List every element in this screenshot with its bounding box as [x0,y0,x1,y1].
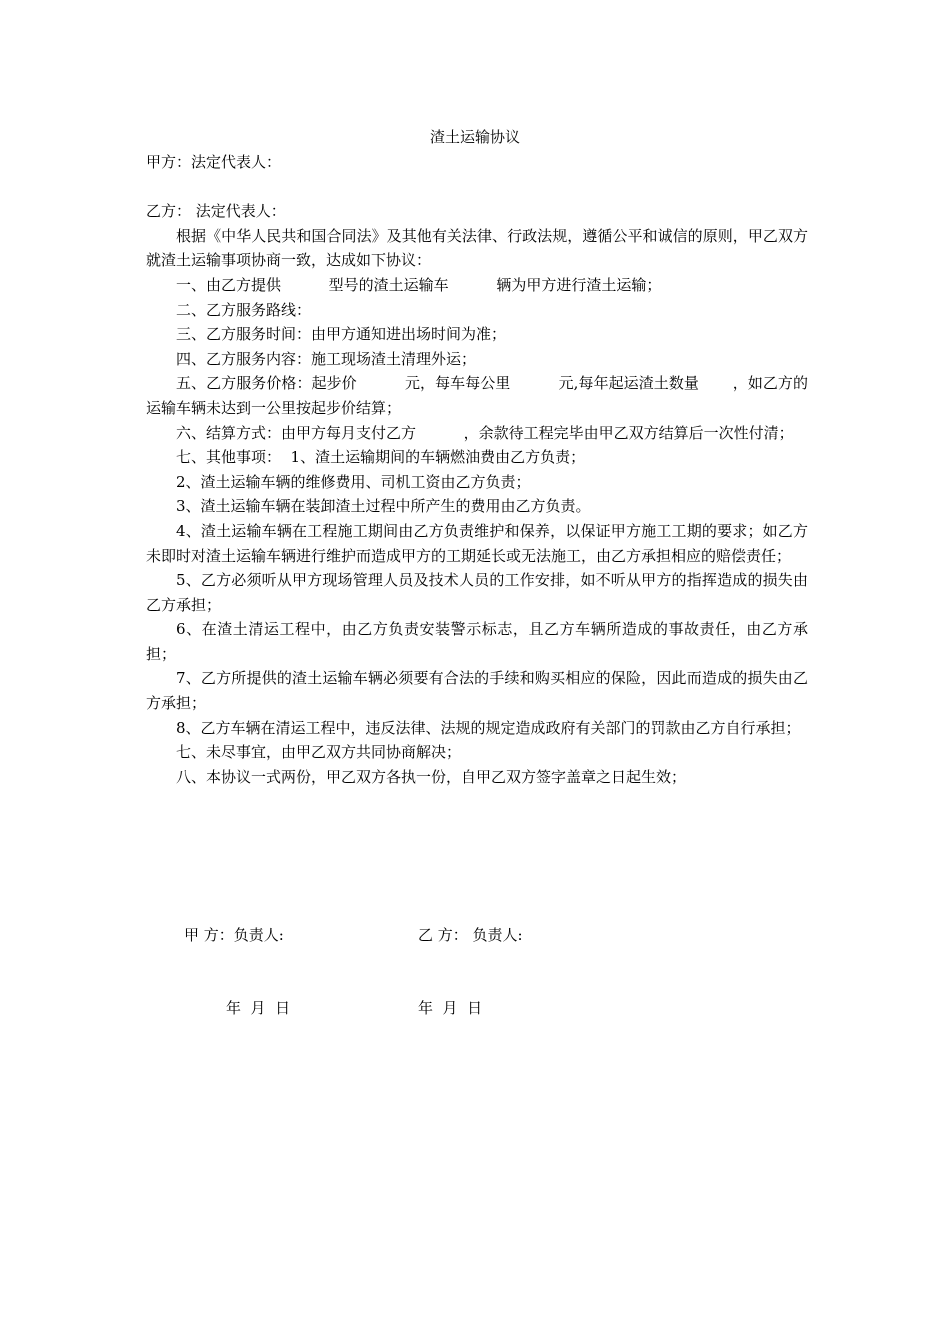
party-a-signature-label: 甲 方：负责人: [184,926,284,944]
clause-unresolved: 七、未尽事宜，由甲乙双方共同协商解决； [176,743,462,762]
clause-6: 六、结算方式：由甲方每月支付乙方 ，余款待工程完毕由甲乙双方结算后一次性付清； [176,423,794,442]
clause-3: 三、乙方服务时间：由甲方通知进出场时间为准； [176,325,507,344]
party-a-date: 年 月 日 [226,999,291,1017]
clause-copies: 八、本协议一式两份，甲乙双方各执一份，自甲乙双方签字盖章之日起生效； [176,767,687,786]
clause-7-item-3: 3、渣土运输车辆在装卸渣土过程中所产生的费用由乙方负责。 [176,497,591,516]
intro-paragraph: 根据《中华人民共和国合同法》及其他有关法律、行政法规，遵循公平和诚信的原则，甲乙双方就渣土运输事项协商一致，达成如下协议： [146,226,808,270]
clause-4: 四、乙方服务内容：施工现场渣土清理外运； [176,349,477,368]
clause-1: 一、由乙方提供 型号的渣土运输车 辆为甲方进行渣土运输； [176,275,662,294]
clause-7-item-7: 7、乙方所提供的渣土运输车辆必须要有合法的手续和购买相应的保险，因此而造成的损失由乙方承担； [146,669,808,713]
document-body [146,150,808,789]
clause-7: 七、其他事项： 1、渣土运输期间的车辆燃油费由乙方负责； [176,448,586,467]
clause-7-item-6: 6、在渣土清运工程中，由乙方负责安装警示标志，且乙方车辆所造成的事故责任，由乙方承担； [146,620,808,663]
party-b-signature-label: 乙 方： 负责人: [418,926,523,944]
party-a-line: 甲方：法定代表人： [146,153,282,171]
party-b-date: 年 月 日 [418,999,483,1017]
blank-line [146,175,808,200]
clause-7-item-2: 2、渣土运输车辆的维修费用、司机工资由乙方负责； [176,472,531,491]
clause-2: 二、乙方服务路线： [176,300,312,319]
clause-5: 五、乙方服务价格：起步价 元，每车每公里 元,每年起运渣土数量 ，如乙方的运输车辆未达到一公里按起步价结算； [146,374,808,417]
document-title: 渣土运输协议 [429,128,520,146]
clause-7-item-8: 8、乙方车辆在清运工程中，违反法律、法规的规定造成政府有关部门的罚款由乙方自行承担； [176,718,801,737]
clause-7-item-5: 5、乙方必须听从甲方现场管理人员及技术人员的工作安排，如不听从甲方的指挥造成的损失由乙方承担； [146,571,808,614]
clause-7-item-4: 4、渣土运输车辆在工程施工期间由乙方负责维护和保养，以保证甲方施工工期的要求；如乙方未即时对渣土运输车辆进行维护而造成甲方的工期延长或无法施工，由乙方承担相应的赔偿责任； [146,521,808,565]
party-b-line: 乙方： 法定代表人： [146,202,286,221]
